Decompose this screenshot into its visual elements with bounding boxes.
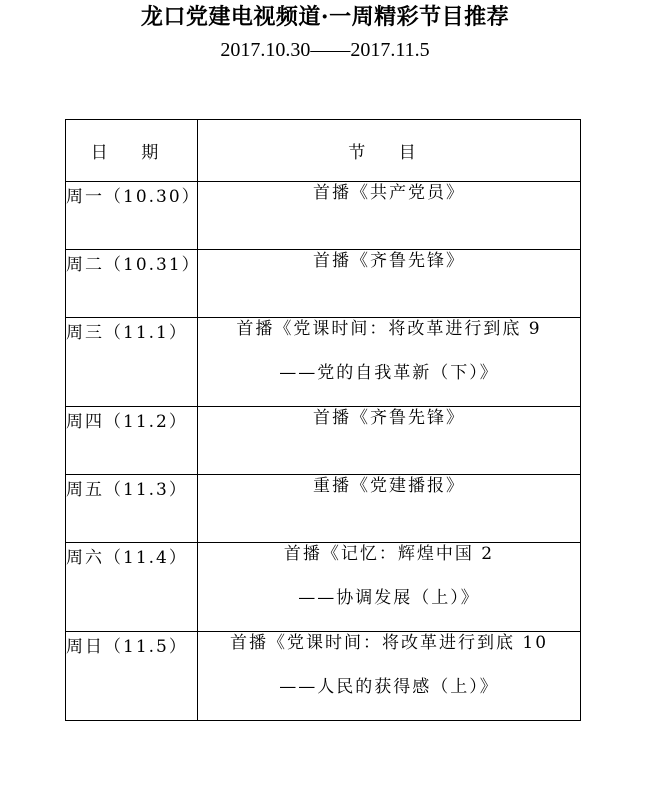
schedule-program — [198, 632, 581, 721]
program-line-continued: ——协调发展（上）》 — [298, 588, 480, 608]
schedule-program — [198, 250, 581, 318]
table-row — [66, 250, 581, 318]
page-title: 龙口党建电视频道·一周精彩节目推荐 — [140, 4, 510, 30]
program-line: 首播《记忆：辉煌中国 2 — [283, 544, 495, 564]
schedule-program — [198, 543, 581, 632]
schedule-date: 周一（10.30） — [66, 182, 198, 250]
schedule-date: 周日（11.5） — [66, 632, 198, 721]
table-row — [66, 632, 581, 721]
program-line: 首播《齐鲁先锋》 — [313, 251, 465, 271]
program-line: 首播《党课时间：将改革进行到底 9 — [236, 319, 542, 339]
table-row — [66, 318, 581, 407]
program-line-continued: ——党的自我革新（下）》 — [279, 363, 499, 383]
schedule-program — [198, 475, 581, 543]
date-range: 2017.10.30——2017.11.5 — [220, 39, 430, 61]
column-header-program: 节 目 — [198, 120, 581, 182]
schedule-date: 周二（10.31） — [66, 250, 198, 318]
program-line: 重播《党建播报》 — [313, 476, 465, 496]
program-line: 首播《共产党员》 — [313, 183, 465, 203]
column-header-date: 日 期 — [66, 120, 198, 182]
schedule-date: 周五（11.3） — [66, 475, 198, 543]
schedule-program — [198, 318, 581, 407]
program-schedule-table — [65, 119, 581, 721]
program-line-continued: ——人民的获得感（上）》 — [279, 677, 499, 697]
schedule-program — [198, 182, 581, 250]
table-row — [66, 543, 581, 632]
program-line: 首播《党课时间：将改革进行到底 10 — [229, 633, 549, 653]
table-header-row — [66, 120, 581, 182]
schedule-date: 周六（11.4） — [66, 543, 198, 632]
table-row — [66, 475, 581, 543]
table-row — [66, 407, 581, 475]
schedule-program — [198, 407, 581, 475]
program-line: 首播《齐鲁先锋》 — [313, 408, 465, 428]
table-row — [66, 182, 581, 250]
schedule-date: 周四（11.2） — [66, 407, 198, 475]
schedule-date: 周三（11.1） — [66, 318, 198, 407]
